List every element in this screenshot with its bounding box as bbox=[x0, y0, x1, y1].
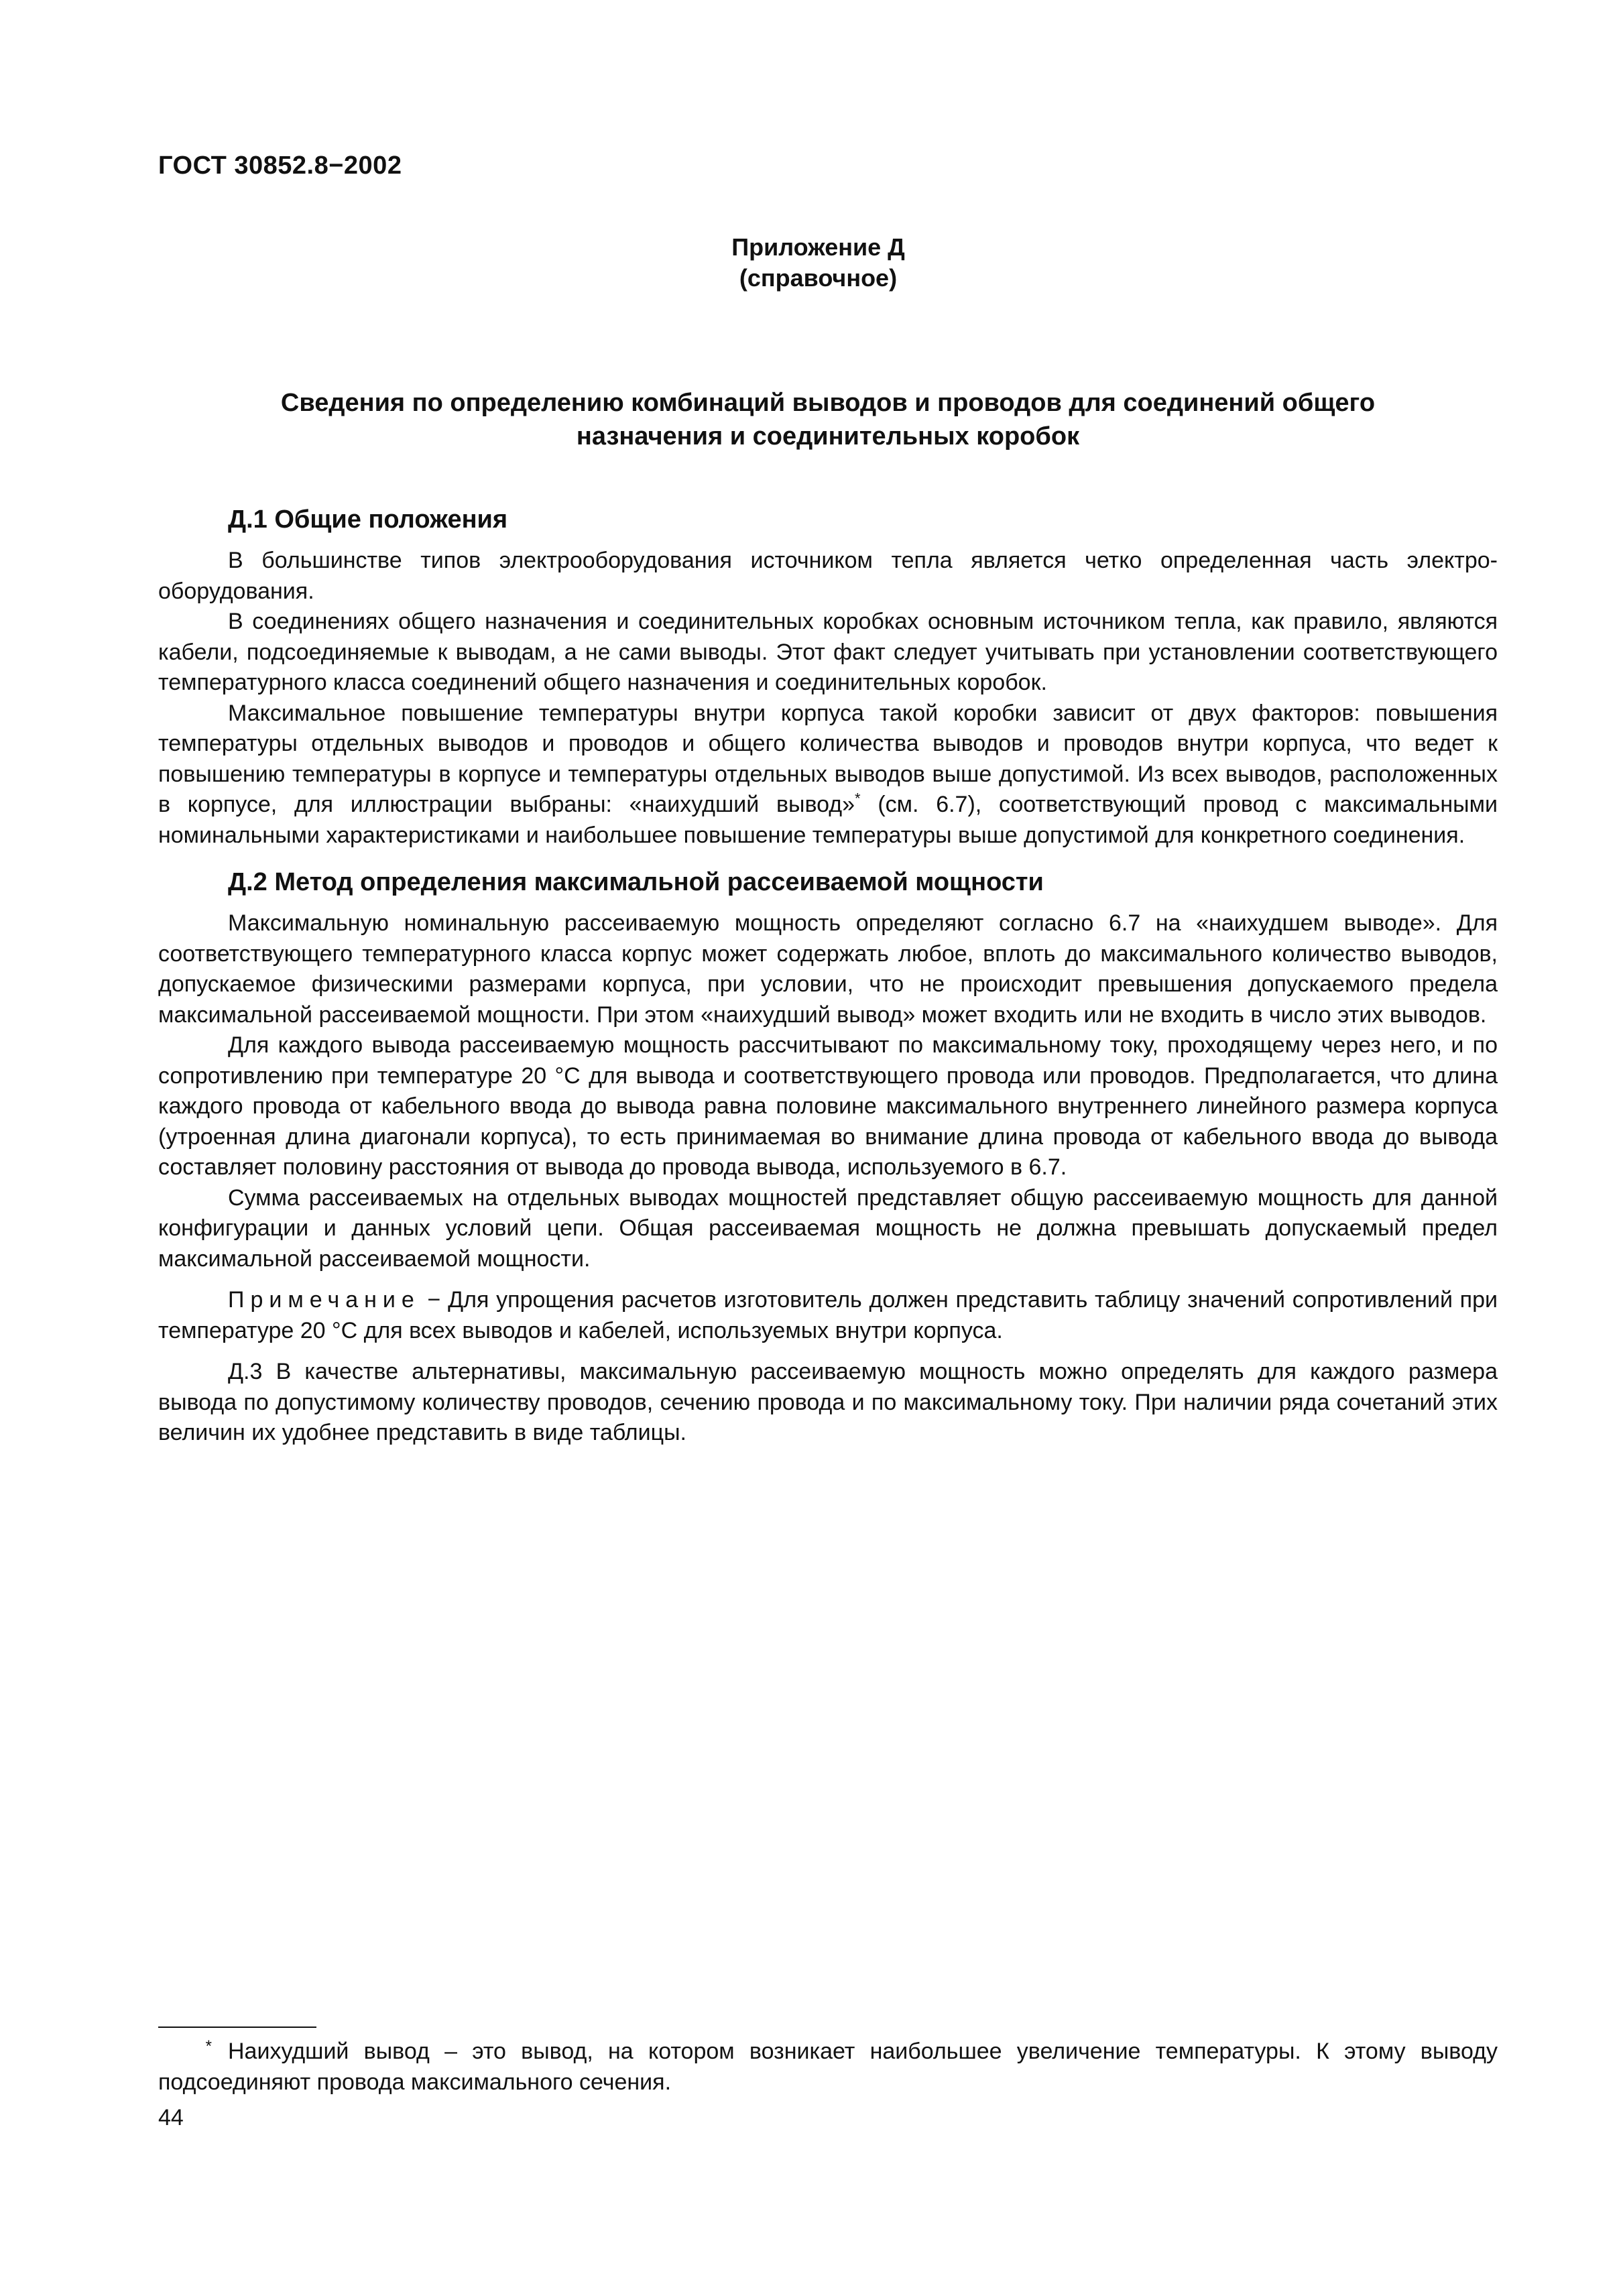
appendix-subtitle: (справочное) bbox=[739, 264, 898, 292]
document-title-line-1: Сведения по определению комбинаций выводов и проводов для соединений общего bbox=[280, 389, 1376, 417]
paragraph: В большинстве типов электрооборудования источником тепла является четко определенная часть электрооборудования. bbox=[158, 548, 1498, 604]
body-text bbox=[158, 503, 1498, 1449]
note-label: Примечание bbox=[228, 1287, 420, 1313]
footnote-mark: * bbox=[205, 2037, 212, 2055]
footnote-divider bbox=[158, 2027, 316, 2028]
appendix-title: Приложение Д bbox=[731, 233, 905, 261]
footnote-text: Наихудший вывод – это вывод, на котором возникает наибольшее увеличение температуры. К этому выводу подсоединяют провода максимального сечения. bbox=[158, 2039, 1498, 2095]
footnote-reference: * bbox=[855, 790, 861, 807]
note bbox=[158, 1285, 1498, 1346]
section-heading-d1: Д.1 Общие положения bbox=[228, 505, 508, 534]
paragraph bbox=[158, 699, 1498, 851]
note-text: − Для упрощения расчетов изготовитель должен представить таблицу значений сопротивлений при температуре 20 °С для всех выводов и кабелей, используемых внутри корпуса. bbox=[158, 1287, 1498, 1343]
document-title-line-2: назначения и соединительных коробок bbox=[576, 422, 1080, 450]
paragraph: Сумма рассеиваемых на отдельных выводах мощностей представляет общую рассеиваемую мощность для данной конфигурации и данных условий цепи. Общая рассеиваемая мощность не должна превышать допускаемый предел максимальной рассеиваемой мощности. bbox=[158, 1185, 1498, 1272]
standard-id: ГОСТ 30852.8−2002 bbox=[158, 152, 402, 180]
paragraph: Для каждого вывода рассеиваемую мощность рассчитывают по максимальному току, проходящему через него, и по сопротивлению при температуре 20 °С для вывода и соответствующего провода или проводов. Предполагается, что длина каждого провода от кабельного ввода до вывода равна половине максимального внутреннего линейного размера корпуса (утроенная длина диагонали корпуса), то есть принимаемая во внимание длина провода от кабельного ввода до вывода составляет половину расстояния от вывода до провода вывода, используемого в 6.7. bbox=[158, 1032, 1498, 1180]
paragraph: Максимальную номинальную рассеиваемую мощность определяют согласно 6.7 на «наихудшем выводе». Для соответствующего температурного класса корпус может содержать любое, вплоть до максимального количество выводов, допускаемое физическими размерами корпуса, при условии, что не происходит превышения допускаемого предела максимальной рассеиваемой мощности. При этом «наихудший вывод» может входить или не входить в число этих выводов. bbox=[158, 910, 1498, 1028]
document-title bbox=[158, 386, 1498, 453]
paragraph-d3: Д.3 В качестве альтернативы, максимальную рассеиваемую мощность можно определять для каждого размера вывода по допустимому количеству проводов, сечению провода и по максимальному току. При наличии ряда сочетаний этих величин их удобнее представить в виде таблицы. bbox=[158, 1359, 1498, 1445]
paragraph-text: (см. 6.7), соответствующий провод с максимальными номинальными характеристиками и наибольшее повышение температуры выше допустимой для конкретного соединения. bbox=[158, 792, 1498, 848]
page-number: 44 bbox=[158, 2105, 184, 2130]
footnote bbox=[158, 2037, 1498, 2098]
paragraph: В соединениях общего назначения и соединительных коробках основным источником тепла, как правило, являются кабели, подсоединяемые к выводам, а не сами выводы. Этот факт следует учитывать при установлении соответствующего температурного класса соединений общего назначения и соединительных коробок. bbox=[158, 609, 1498, 695]
paragraph-text: Максимальное повышение температуры внутри корпуса такой коробки зависит от двух факторов: повышения температуры отдельных выводов и проводов и общего количества выводов и проводов внутри корпуса, что ведет к повышению температуры в корпусе и температуры отдельных выводов выше допустимой. Из всех выводов, расположенных в корпусе, для иллюстрации выбраны: «наихудший вывод» bbox=[158, 700, 1498, 817]
appendix-heading bbox=[0, 232, 1623, 294]
section-heading-d2: Д.2 Метод определения максимальной рассеиваемой мощности bbox=[228, 868, 1044, 896]
